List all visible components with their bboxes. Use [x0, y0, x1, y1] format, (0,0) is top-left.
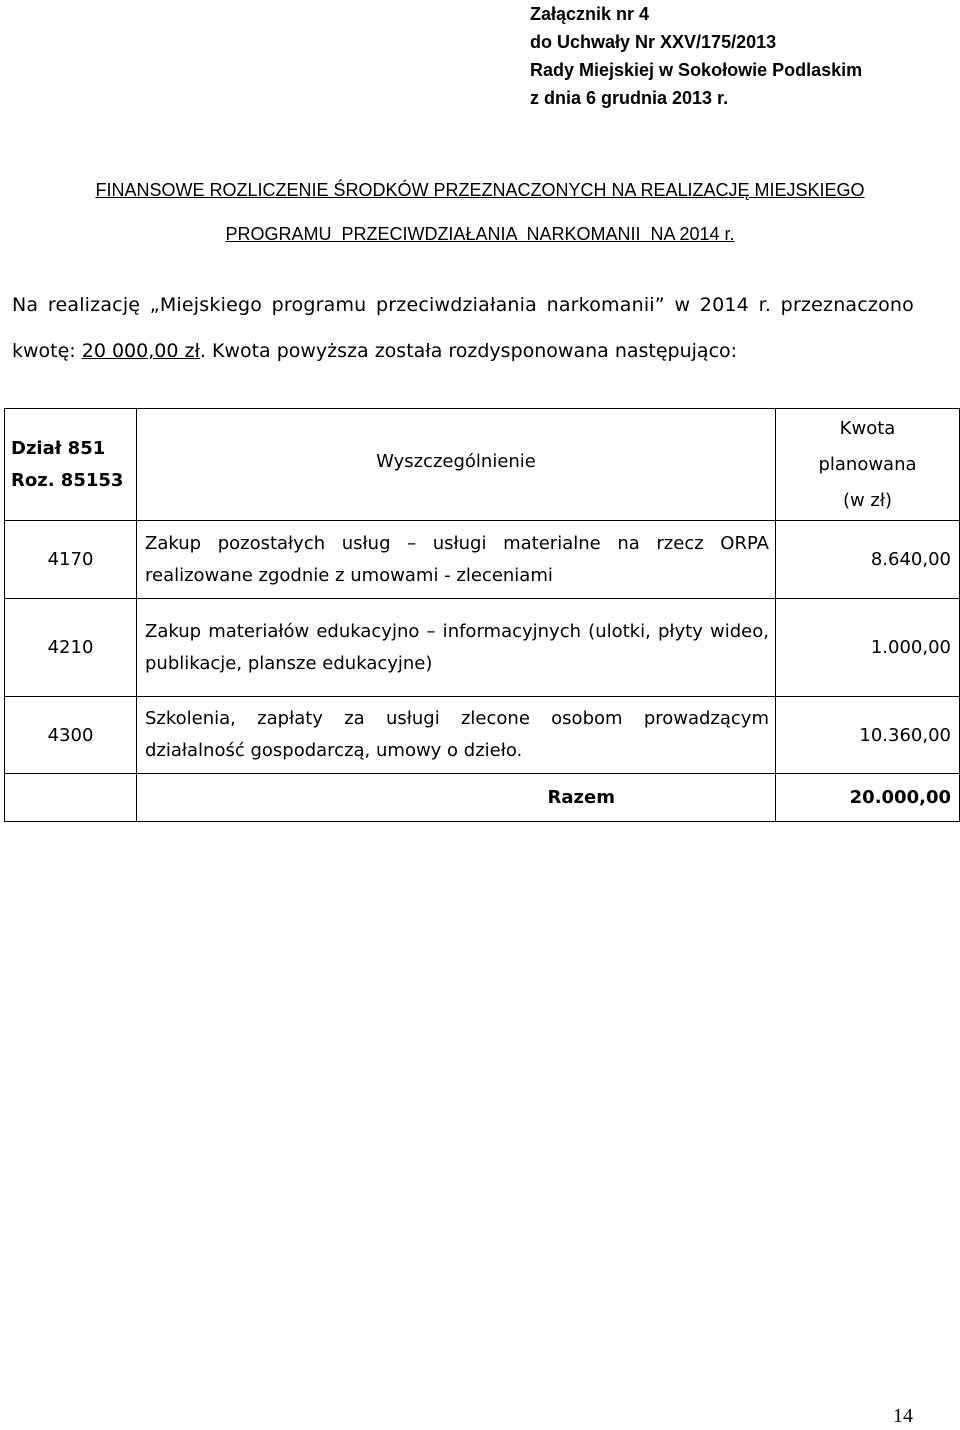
total-label: Razem — [137, 774, 776, 822]
header-classification — [5, 409, 137, 521]
table-row — [5, 599, 960, 697]
table-row — [5, 697, 960, 774]
document-title-line-2: PROGRAMU PRZECIWDZIAŁANIA NARKOMANII NA 2014 r. — [225, 224, 735, 244]
row-description: Zakup pozostałych usług – usługi materialne na rzecz ORPA realizowane zgodnie z umowami - zleceniami — [137, 521, 776, 599]
row-amount: 1.000,00 — [776, 599, 960, 697]
council-name: Rady Miejskiej w Sokołowie Podlaskim — [530, 60, 863, 80]
table-header-row — [5, 409, 960, 521]
total-amount-intro: 20 000,00 zł — [81, 340, 200, 362]
intro-paragraph-line-2 — [12, 340, 914, 362]
header-rozdzial: Roz. 85153 — [11, 469, 124, 491]
header-amount — [776, 409, 960, 521]
intro-suffix: . Kwota powyższa została rozdysponowana następująco: — [199, 340, 738, 362]
row-description: Szkolenia, zapłaty za usługi zlecone osobom prowadzącym działalność gospodarczą, umowy o dzieło. — [137, 697, 776, 774]
resolution-date: z dnia 6 grudnia 2013 r. — [530, 88, 729, 108]
header-amount-line2: planowana — [818, 453, 917, 475]
row-amount: 8.640,00 — [776, 521, 960, 599]
intro-prefix: kwotę: — [12, 340, 82, 362]
row-code: 4300 — [5, 697, 137, 774]
document-title-line-1: FINANSOWE ROZLICZENIE ŚRODKÓW PRZEZNACZONYCH NA REALIZACJĘ MIEJSKIEGO — [95, 180, 865, 200]
header-dzial: Dział 851 — [11, 437, 106, 459]
header-specification: Wyszczególnienie — [137, 409, 776, 521]
attachment-header — [530, 0, 862, 112]
total-empty-cell — [5, 774, 137, 822]
header-amount-line1: Kwota — [839, 417, 896, 439]
total-amount: 20.000,00 — [776, 774, 960, 822]
row-code: 4170 — [5, 521, 137, 599]
row-amount: 10.360,00 — [776, 697, 960, 774]
intro-paragraph-line-1: Na realizację „Miejskiego programu przeciwdziałania narkomanii” w 2014 r. przeznaczono — [12, 294, 914, 316]
resolution-number: do Uchwały Nr XXV/175/2013 — [530, 32, 777, 52]
row-description: Zakup materiałów edukacyjno – informacyjnych (ulotki, płyty wideo, publikacje, plansze edukacyjne) — [137, 599, 776, 697]
attachment-number: Załącznik nr 4 — [530, 4, 650, 24]
budget-table — [4, 408, 960, 822]
page-number: 14 — [893, 1405, 913, 1427]
table-row — [5, 521, 960, 599]
header-amount-line3: (w zł) — [842, 489, 893, 511]
row-code: 4210 — [5, 599, 137, 697]
table-total-row — [5, 774, 960, 822]
